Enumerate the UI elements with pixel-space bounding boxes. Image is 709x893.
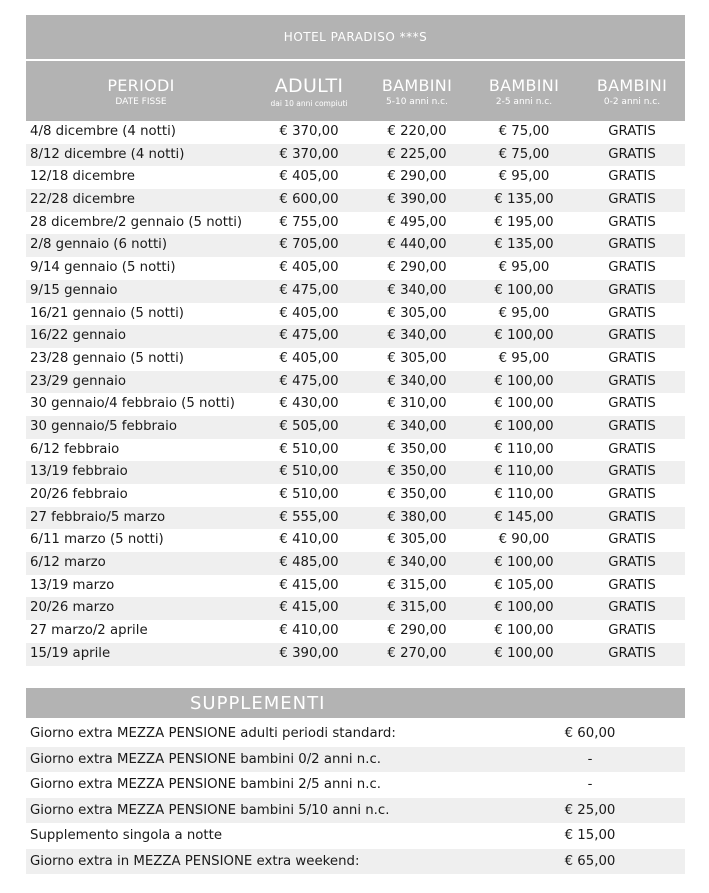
cell-period: 6/12 marzo	[30, 555, 106, 571]
cell-period: 27 febbraio/5 marzo	[30, 509, 166, 525]
cell-bambini-5-10: € 305,00	[387, 350, 447, 366]
hotel-title: HOTEL PARADISO ***S	[283, 30, 428, 44]
table-row	[26, 325, 685, 348]
header-bambini-0-2-label: BAMBINI	[596, 75, 668, 95]
cell-adulti: € 415,00	[279, 600, 339, 616]
cell-bambini-2-5: € 95,00	[498, 305, 550, 321]
table-header	[26, 61, 685, 121]
cell-bambini-0-2: GRATIS	[608, 169, 656, 185]
cell-bambini-0-2: GRATIS	[608, 396, 656, 412]
cell-bambini-5-10: € 290,00	[387, 260, 447, 276]
cell-bambini-2-5: € 95,00	[498, 169, 550, 185]
cell-period: 13/19 febbraio	[30, 464, 128, 480]
price-table-body	[26, 121, 685, 666]
table-row	[26, 643, 685, 666]
table-row	[26, 461, 685, 484]
header-adulti-sub: dai 10 anni compiuti	[270, 98, 348, 108]
cell-adulti: € 410,00	[279, 532, 339, 548]
cell-period: 16/21 gennaio (5 notti)	[30, 305, 184, 321]
cell-bambini-2-5: € 100,00	[494, 282, 554, 298]
cell-bambini-2-5: € 110,00	[494, 464, 554, 480]
cell-period: 23/28 gennaio (5 notti)	[30, 350, 184, 366]
header-bambini-2-5-label: BAMBINI	[488, 75, 560, 95]
cell-bambini-0-2: GRATIS	[608, 124, 656, 139]
cell-bambini-2-5: € 100,00	[494, 328, 554, 344]
cell-period: 9/14 gennaio (5 notti)	[30, 260, 176, 276]
header-periodi-sub: DATE FISSE	[115, 96, 167, 107]
cell-bambini-2-5: € 75,00	[498, 146, 550, 162]
cell-bambini-0-2: GRATIS	[608, 464, 656, 480]
cell-adulti: € 485,00	[279, 555, 339, 571]
cell-bambini-2-5: € 100,00	[494, 373, 554, 389]
cell-bambini-0-2: GRATIS	[608, 600, 656, 616]
cell-bambini-0-2: GRATIS	[608, 237, 656, 253]
cell-period: 16/22 gennaio	[30, 328, 126, 344]
table-row	[26, 393, 685, 416]
supplemento-row	[26, 772, 685, 798]
cell-bambini-5-10: € 440,00	[387, 237, 447, 253]
cell-bambini-2-5: € 135,00	[494, 192, 554, 208]
header-bambini-0-2-sub: 0-2 anni n.c.	[603, 96, 661, 107]
cell-period: 15/19 aprile	[30, 645, 111, 661]
cell-bambini-5-10: € 350,00	[387, 464, 447, 480]
table-row	[26, 303, 685, 326]
supplemento-label: Giorno extra MEZZA PENSIONE bambini 5/10 anni n.c.	[30, 802, 390, 818]
table-row	[26, 212, 685, 235]
supplemento-row	[26, 823, 685, 849]
cell-adulti: € 475,00	[279, 373, 339, 389]
cell-bambini-5-10: € 390,00	[387, 192, 447, 208]
supplementi-bar	[26, 688, 685, 718]
hotel-title-bar	[26, 15, 685, 59]
cell-bambini-0-2: GRATIS	[608, 328, 656, 344]
cell-bambini-0-2: GRATIS	[608, 260, 656, 276]
cell-bambini-0-2: GRATIS	[608, 623, 656, 639]
supplemento-row	[26, 849, 685, 875]
supplemento-row	[26, 721, 685, 747]
cell-bambini-0-2: GRATIS	[608, 441, 656, 457]
cell-bambini-0-2: GRATIS	[608, 532, 656, 548]
table-row	[26, 371, 685, 394]
cell-bambini-5-10: € 270,00	[387, 645, 447, 661]
cell-bambini-0-2: GRATIS	[608, 282, 656, 298]
cell-bambini-2-5: € 100,00	[494, 623, 554, 639]
table-row	[26, 552, 685, 575]
header-adulti	[256, 61, 362, 121]
cell-bambini-2-5: € 100,00	[494, 555, 554, 571]
table-row	[26, 348, 685, 371]
cell-period: 12/18 dicembre	[30, 169, 135, 185]
cell-period: 6/11 marzo (5 notti)	[30, 532, 164, 548]
cell-adulti: € 405,00	[279, 169, 339, 185]
cell-period: 28 dicembre/2 gennaio (5 notti)	[30, 214, 243, 230]
cell-period: 8/12 dicembre (4 notti)	[30, 146, 185, 162]
header-bambini-0-2	[579, 61, 685, 121]
cell-bambini-0-2: GRATIS	[608, 509, 656, 525]
cell-adulti: € 510,00	[279, 487, 339, 502]
cell-bambini-2-5: € 100,00	[494, 418, 554, 434]
cell-adulti: € 405,00	[279, 305, 339, 321]
cell-bambini-5-10: € 340,00	[387, 418, 447, 434]
cell-bambini-5-10: € 305,00	[387, 305, 447, 321]
supplemento-label: Giorno extra MEZZA PENSIONE bambini 0/2 anni n.c.	[30, 751, 381, 767]
cell-bambini-5-10: € 340,00	[387, 328, 447, 344]
cell-adulti: € 405,00	[279, 350, 339, 366]
cell-bambini-5-10: € 290,00	[387, 623, 447, 639]
supplemento-value: € 65,00	[564, 853, 616, 869]
supplemento-value: -	[587, 751, 593, 767]
cell-period: 2/8 gennaio (6 notti)	[30, 237, 168, 253]
header-periodi	[26, 61, 256, 121]
cell-bambini-2-5: € 100,00	[494, 645, 554, 661]
table-row	[26, 439, 685, 462]
cell-bambini-5-10: € 350,00	[387, 487, 447, 502]
table-row	[26, 575, 685, 598]
cell-bambini-2-5: € 135,00	[494, 237, 554, 253]
cell-adulti: € 415,00	[279, 577, 339, 593]
table-row	[26, 166, 685, 189]
cell-bambini-5-10: € 315,00	[387, 600, 447, 616]
cell-bambini-0-2: GRATIS	[608, 305, 656, 321]
table-row	[26, 597, 685, 620]
cell-bambini-0-2: GRATIS	[608, 373, 656, 389]
supplemento-label: Giorno extra MEZZA PENSIONE adulti periodi standard:	[30, 726, 396, 741]
cell-adulti: € 370,00	[279, 146, 339, 162]
cell-adulti: € 600,00	[279, 192, 339, 208]
supplementi-list	[26, 721, 685, 874]
table-row	[26, 121, 685, 144]
cell-bambini-0-2: GRATIS	[608, 577, 656, 593]
table-row	[26, 257, 685, 280]
cell-bambini-2-5: € 100,00	[494, 600, 554, 616]
cell-bambini-0-2: GRATIS	[608, 146, 656, 162]
cell-adulti: € 405,00	[279, 260, 339, 276]
supplemento-label: Giorno extra in MEZZA PENSIONE extra weekend:	[30, 853, 360, 869]
cell-period: 30 gennaio/4 febbraio (5 notti)	[30, 396, 235, 412]
cell-period: 20/26 marzo	[30, 600, 115, 616]
supplemento-value: € 15,00	[564, 828, 616, 843]
cell-period: 23/29 gennaio	[30, 373, 126, 389]
cell-bambini-5-10: € 225,00	[387, 146, 447, 162]
cell-adulti: € 475,00	[279, 282, 339, 298]
supplementi-title: SUPPLEMENTI	[190, 693, 326, 714]
cell-bambini-2-5: € 100,00	[494, 396, 554, 412]
cell-bambini-2-5: € 95,00	[498, 260, 550, 276]
cell-period: 13/19 marzo	[30, 577, 115, 593]
header-periodi-label: PERIODI	[107, 75, 175, 95]
cell-adulti: € 430,00	[279, 396, 339, 412]
cell-bambini-2-5: € 95,00	[498, 350, 550, 366]
table-row	[26, 507, 685, 530]
cell-bambini-2-5: € 105,00	[494, 577, 554, 593]
cell-adulti: € 755,00	[279, 214, 339, 230]
cell-bambini-0-2: GRATIS	[608, 192, 656, 208]
cell-adulti: € 410,00	[279, 623, 339, 639]
cell-bambini-0-2: GRATIS	[608, 555, 656, 571]
cell-bambini-2-5: € 110,00	[494, 441, 554, 457]
table-row	[26, 620, 685, 643]
supplemento-label: Supplemento singola a notte	[30, 828, 222, 843]
cell-bambini-5-10: € 315,00	[387, 577, 447, 593]
cell-bambini-5-10: € 380,00	[387, 509, 447, 525]
cell-adulti: € 705,00	[279, 237, 339, 253]
supplemento-value: -	[587, 777, 593, 792]
cell-period: 27 marzo/2 aprile	[30, 623, 148, 639]
cell-bambini-5-10: € 310,00	[387, 396, 447, 412]
cell-period: 6/12 febbraio	[30, 441, 120, 457]
cell-bambini-2-5: € 90,00	[498, 532, 550, 548]
table-row	[26, 234, 685, 257]
header-bambini-5-10-sub: 5-10 anni n.c.	[386, 96, 448, 107]
cell-bambini-2-5: € 110,00	[494, 487, 554, 502]
cell-adulti: € 475,00	[279, 328, 339, 344]
cell-bambini-2-5: € 75,00	[498, 124, 550, 139]
cell-adulti: € 370,00	[279, 124, 339, 139]
table-row	[26, 484, 685, 507]
supplemento-label: Giorno extra MEZZA PENSIONE bambini 2/5 anni n.c.	[30, 777, 381, 792]
cell-bambini-0-2: GRATIS	[608, 418, 656, 434]
table-row	[26, 529, 685, 552]
cell-period: 30 gennaio/5 febbraio	[30, 418, 177, 434]
cell-bambini-0-2: GRATIS	[608, 350, 656, 366]
cell-period: 4/8 dicembre (4 notti)	[30, 124, 176, 139]
supplemento-value: € 60,00	[564, 726, 616, 741]
cell-bambini-5-10: € 340,00	[387, 373, 447, 389]
cell-bambini-2-5: € 145,00	[494, 509, 554, 525]
cell-bambini-2-5: € 195,00	[494, 214, 554, 230]
cell-bambini-5-10: € 220,00	[387, 124, 447, 139]
table-row	[26, 280, 685, 303]
supplemento-row	[26, 798, 685, 824]
table-row	[26, 189, 685, 212]
cell-adulti: € 505,00	[279, 418, 339, 434]
cell-bambini-5-10: € 305,00	[387, 532, 447, 548]
supplemento-value: € 25,00	[564, 802, 616, 818]
cell-adulti: € 510,00	[279, 464, 339, 480]
cell-adulti: € 390,00	[279, 645, 339, 661]
header-bambini-5-10	[364, 61, 470, 121]
header-bambini-2-5-sub: 2-5 anni n.c.	[495, 96, 553, 107]
cell-adulti: € 510,00	[279, 441, 339, 457]
cell-bambini-5-10: € 350,00	[387, 441, 447, 457]
header-bambini-5-10-label: BAMBINI	[381, 75, 453, 95]
cell-bambini-5-10: € 290,00	[387, 169, 447, 185]
cell-period: 20/26 febbraio	[30, 487, 128, 502]
cell-period: 22/28 dicembre	[30, 192, 135, 208]
cell-bambini-5-10: € 340,00	[387, 282, 447, 298]
cell-bambini-0-2: GRATIS	[608, 645, 656, 661]
header-adulti-label: ADULTI	[274, 74, 344, 97]
supplemento-row	[26, 747, 685, 773]
cell-bambini-0-2: GRATIS	[608, 214, 656, 230]
table-row	[26, 416, 685, 439]
cell-bambini-5-10: € 340,00	[387, 555, 447, 571]
header-bambini-2-5	[471, 61, 577, 121]
table-row	[26, 144, 685, 167]
cell-period: 9/15 gennaio	[30, 282, 118, 298]
cell-adulti: € 555,00	[279, 509, 339, 525]
cell-bambini-0-2: GRATIS	[608, 487, 656, 502]
cell-bambini-5-10: € 495,00	[387, 214, 447, 230]
